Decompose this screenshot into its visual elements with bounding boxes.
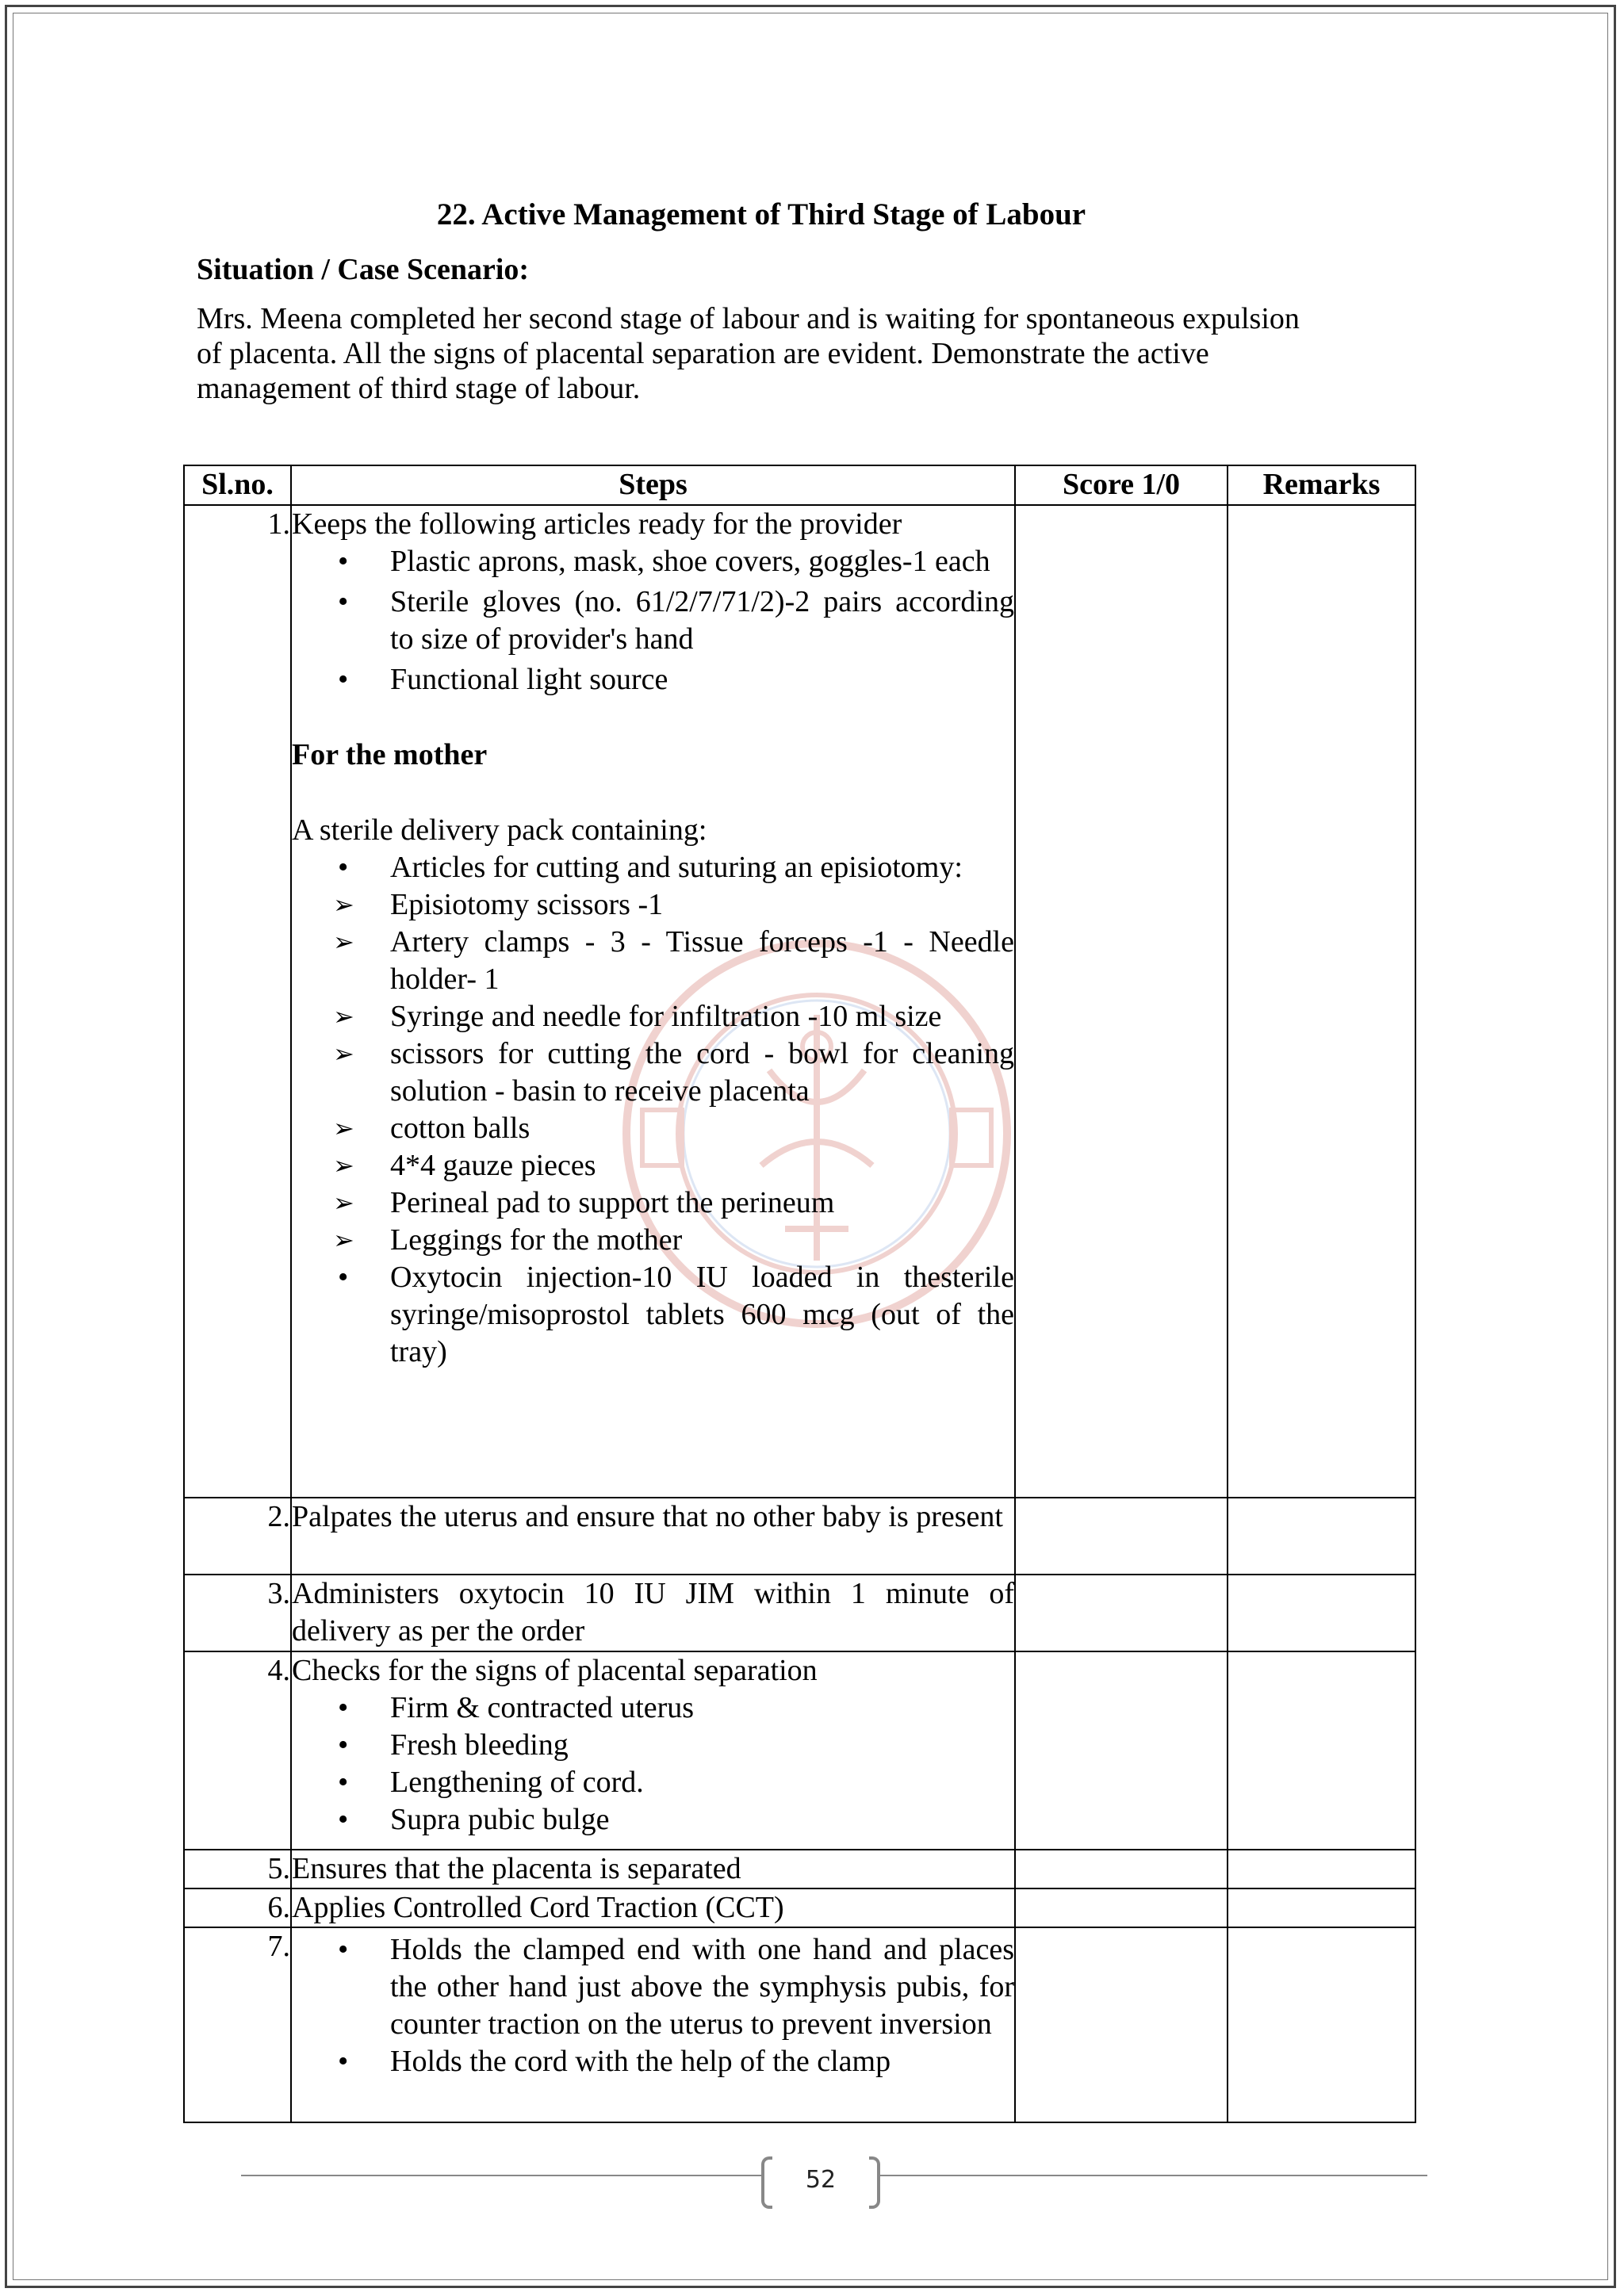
list-item: • Functional light source xyxy=(292,661,1014,698)
score-cell xyxy=(1015,505,1228,1498)
scenario-line: Mrs. Meena completed her second stage of labour and is waiting for spontaneous expulsion xyxy=(197,302,1300,335)
footer-rule-right xyxy=(880,2175,1427,2176)
remarks-cell xyxy=(1228,1651,1415,1850)
remarks-cell xyxy=(1228,505,1415,1498)
checklist-table xyxy=(183,465,1416,2123)
step-text: Ensures that the placenta is separated xyxy=(292,1852,741,1885)
row-number: 4. xyxy=(184,1651,291,1850)
scenario-line: of placenta. All the signs of placental separation are evident. Demonstrate the active xyxy=(197,337,1209,370)
list-item: ➢ Episiotomy scissors -1 xyxy=(292,886,1014,924)
step-cell xyxy=(291,1651,1015,1850)
list-item: • Holds the cord with the help of the clamp xyxy=(292,2043,1014,2080)
remarks-cell xyxy=(1228,1927,1415,2122)
step-text: Checks for the signs of placental separation xyxy=(292,1654,818,1687)
list-item: • Supra pubic bulge xyxy=(292,1801,1014,1839)
list-item: ➢ Perineal pad to support the perineum xyxy=(292,1184,1014,1222)
step-cell xyxy=(291,1575,1015,1651)
table-header-row xyxy=(184,465,1415,505)
page-number: 52 xyxy=(805,2166,837,2194)
pack-intro: A sterile delivery pack containing: xyxy=(292,813,707,847)
remarks-cell xyxy=(1228,1498,1415,1575)
signs-list xyxy=(292,1689,1014,1839)
remarks-cell xyxy=(1228,1850,1415,1888)
list-item: • Oxytocin injection-10 IU loaded in thesterile syringe/misoprostol tablets 600 mcg (out of the tray) xyxy=(292,1259,1014,1371)
page-title: 22. Active Management of Third Stage of Labour xyxy=(436,197,1086,232)
list-item: ➢ scissors for cutting the cord - bowl for cleaning solution - basin to receive placenta xyxy=(292,1035,1014,1110)
step-text: Keeps the following articles ready for the provider xyxy=(292,507,902,541)
table-row xyxy=(184,1575,1415,1651)
remarks-cell xyxy=(1228,1888,1415,1927)
footer-rule-left xyxy=(241,2175,761,2176)
row-number: 6. xyxy=(184,1888,291,1927)
step-cell xyxy=(291,1927,1015,2122)
row-number: 3. xyxy=(184,1575,291,1651)
mother-heading: For the mother xyxy=(292,738,488,771)
list-item: • Holds the clamped end with one hand and places the other hand just above the symphysis pubis, for counter traction on the uterus to prevent inversion xyxy=(292,1931,1014,2043)
list-item: • Lengthening of cord. xyxy=(292,1764,1014,1801)
table-row xyxy=(184,1498,1415,1575)
column-header-remarks: Remarks xyxy=(1228,465,1415,505)
table-row xyxy=(184,1888,1415,1927)
column-header-steps: Steps xyxy=(291,465,1015,505)
step-text: Palpates the uterus and ensure that no other baby is present xyxy=(292,1500,1003,1533)
column-header-score: Score 1/0 xyxy=(1015,465,1228,505)
list-item: ➢ cotton balls xyxy=(292,1110,1014,1147)
score-cell xyxy=(1015,1498,1228,1575)
table-row xyxy=(184,1850,1415,1888)
list-item: • Fresh bleeding xyxy=(292,1727,1014,1764)
step-cell xyxy=(291,1888,1015,1927)
score-cell xyxy=(1015,1575,1228,1651)
score-cell xyxy=(1015,1651,1228,1850)
list-item: • Sterile gloves (no. 61/2/7/71/2)-2 pairs according to size of provider's hand xyxy=(292,584,1014,658)
list-item: ➢ 4*4 gauze pieces xyxy=(292,1147,1014,1184)
scenario-line: management of third stage of labour. xyxy=(197,372,641,405)
table-row xyxy=(184,1651,1415,1850)
score-cell xyxy=(1015,1888,1228,1927)
list-item: ➢ Artery clamps - 3 - Tissue forceps -1 - Needle holder- 1 xyxy=(292,924,1014,998)
row-number: 1. xyxy=(184,505,291,1498)
pack-items-list xyxy=(292,849,1014,1371)
row-number: 7. xyxy=(184,1927,291,2122)
table-row xyxy=(184,505,1415,1498)
step-text: Applies Controlled Cord Traction (CCT) xyxy=(292,1891,784,1924)
step-cell xyxy=(291,1850,1015,1888)
row-number: 5. xyxy=(184,1850,291,1888)
step-cell xyxy=(291,505,1015,1498)
cct-steps-list xyxy=(292,1928,1014,2080)
step-cell xyxy=(291,1498,1015,1575)
list-item: ➢ Leggings for the mother xyxy=(292,1222,1014,1259)
column-header-slno: Sl.no. xyxy=(184,465,291,505)
list-item: • Plastic aprons, mask, shoe covers, goggles-1 each xyxy=(292,543,1014,580)
page-number-box xyxy=(761,2156,880,2209)
provider-items-list xyxy=(292,543,1014,698)
list-item: • Articles for cutting and suturing an episiotomy: xyxy=(292,849,1014,886)
list-item: ➢ Syringe and needle for infiltration -10 ml size xyxy=(292,998,1014,1035)
row-number: 2. xyxy=(184,1498,291,1575)
table-row xyxy=(184,1927,1415,2122)
score-cell xyxy=(1015,1927,1228,2122)
list-item: • Firm & contracted uterus xyxy=(292,1689,1014,1727)
scenario-text xyxy=(197,301,1426,406)
score-cell xyxy=(1015,1850,1228,1888)
scenario-heading: Situation / Case Scenario: xyxy=(197,253,530,286)
step-text: Administers oxytocin 10 IU JIM within 1 minute of delivery as per the order xyxy=(292,1577,1014,1647)
remarks-cell xyxy=(1228,1575,1415,1651)
